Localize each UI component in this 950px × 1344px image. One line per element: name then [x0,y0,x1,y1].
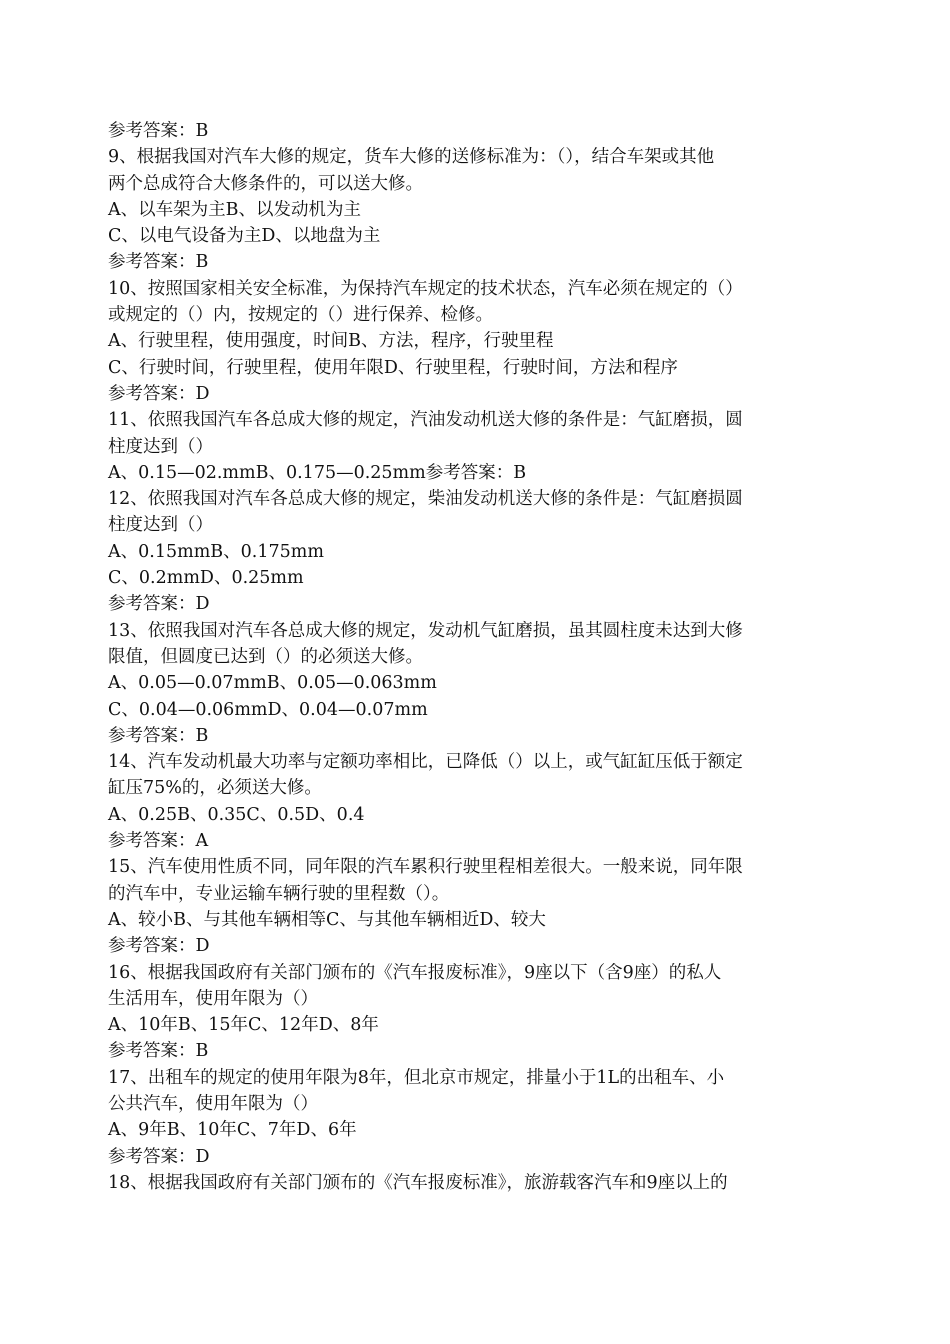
text-line: 15、汽车使用性质不同，同年限的汽车累积行驶里程相差很大。一般来说，同年限 [108,857,743,878]
text-line: 12、依照我国对汽车各总成大修的规定，柴油发动机送大修的条件是：气缸磨损圆 [108,489,743,510]
document-text [108,118,843,1196]
text-line: A、0.15—02.mmB、0.175—0.25mm参考答案：B [108,462,527,483]
text-line: A、较小B、与其他车辆相等C、与其他车辆相近D、较大 [108,909,546,930]
text-line: 或规定的（）内，按规定的（）进行保养、检修。 [108,305,493,326]
text-line: 的汽车中，专业运输车辆行驶的里程数（）。 [108,883,450,904]
text-line: A、10年B、15年C、12年D、8年 [108,1015,379,1036]
text-line: 10、按照国家相关安全标准，为保持汽车规定的技术状态，汽车必须在规定的（） [108,278,743,299]
text-line: 参考答案：D [108,594,210,615]
text-line: 16、根据我国政府有关部门颁布的《汽车报废标准》，9座以下（含9座）的私人 [108,962,722,983]
text-line: 18、根据我国政府有关部门颁布的《汽车报废标准》，旅游载客汽车和9座以上的 [108,1172,728,1193]
text-line: A、0.25B、0.35C、0.5D、0.4 [108,804,365,825]
text-line: 限值，但圆度已达到（）的必须送大修。 [108,646,423,667]
text-line: C、0.2mmD、0.25mm [108,568,304,589]
text-line: 公共汽车，使用年限为（） [108,1093,318,1114]
text-line: 9、根据我国对汽车大修的规定，货车大修的送修标准为：（），结合车架或其他 [108,147,715,168]
text-line: 参考答案：D [108,383,210,404]
text-line: 参考答案：B [108,725,209,746]
text-line: A、以车架为主B、以发动机为主 [108,199,361,220]
text-line: 两个总成符合大修条件的，可以送大修。 [108,173,423,194]
text-line: 14、汽车发动机最大功率与定额功率相比，已降低（）以上，或气缸缸压低于额定 [108,752,743,773]
text-line: A、行驶里程，使用强度，时间B、方法，程序，行驶里程 [108,331,554,352]
text-line: C、以电气设备为主D、以地盘为主 [108,226,381,247]
text-line: 参考答案：B [108,121,209,141]
text-line: 参考答案：A [108,831,209,852]
text-line: 参考答案：B [108,252,209,273]
text-line: 柱度达到（） [108,515,213,536]
text-line: 生活用车，使用年限为（） [108,988,318,1009]
text-line: 参考答案：B [108,1041,209,1062]
text-line: 17、出租车的规定的使用年限为8年，但北京市规定，排量小于1L的出租车、小 [108,1067,725,1088]
text-line: A、0.15mmB、0.175mm [108,541,324,562]
text-line: C、行驶时间，行驶里程，使用年限D、行驶里程，行驶时间，方法和程序 [108,357,678,378]
text-line: C、0.04—0.06mmD、0.04—0.07mm [108,699,428,720]
text-line: 13、依照我国对汽车各总成大修的规定，发动机气缸磨损，虽其圆柱度未达到大修 [108,620,743,641]
text-line: 11、依照我国汽车各总成大修的规定，汽油发动机送大修的条件是：气缸磨损，圆 [108,410,743,431]
text-line: 参考答案：D [108,1146,210,1167]
text-line: A、0.05—0.07mmB、0.05—0.063mm [108,673,437,694]
text-line: 缸压75%的，必须送大修。 [108,778,322,799]
text-line: 柱度达到（） [108,436,213,457]
text-line: A、9年B、10年C、7年D、6年 [108,1120,357,1141]
text-line: 参考答案：D [108,936,210,957]
